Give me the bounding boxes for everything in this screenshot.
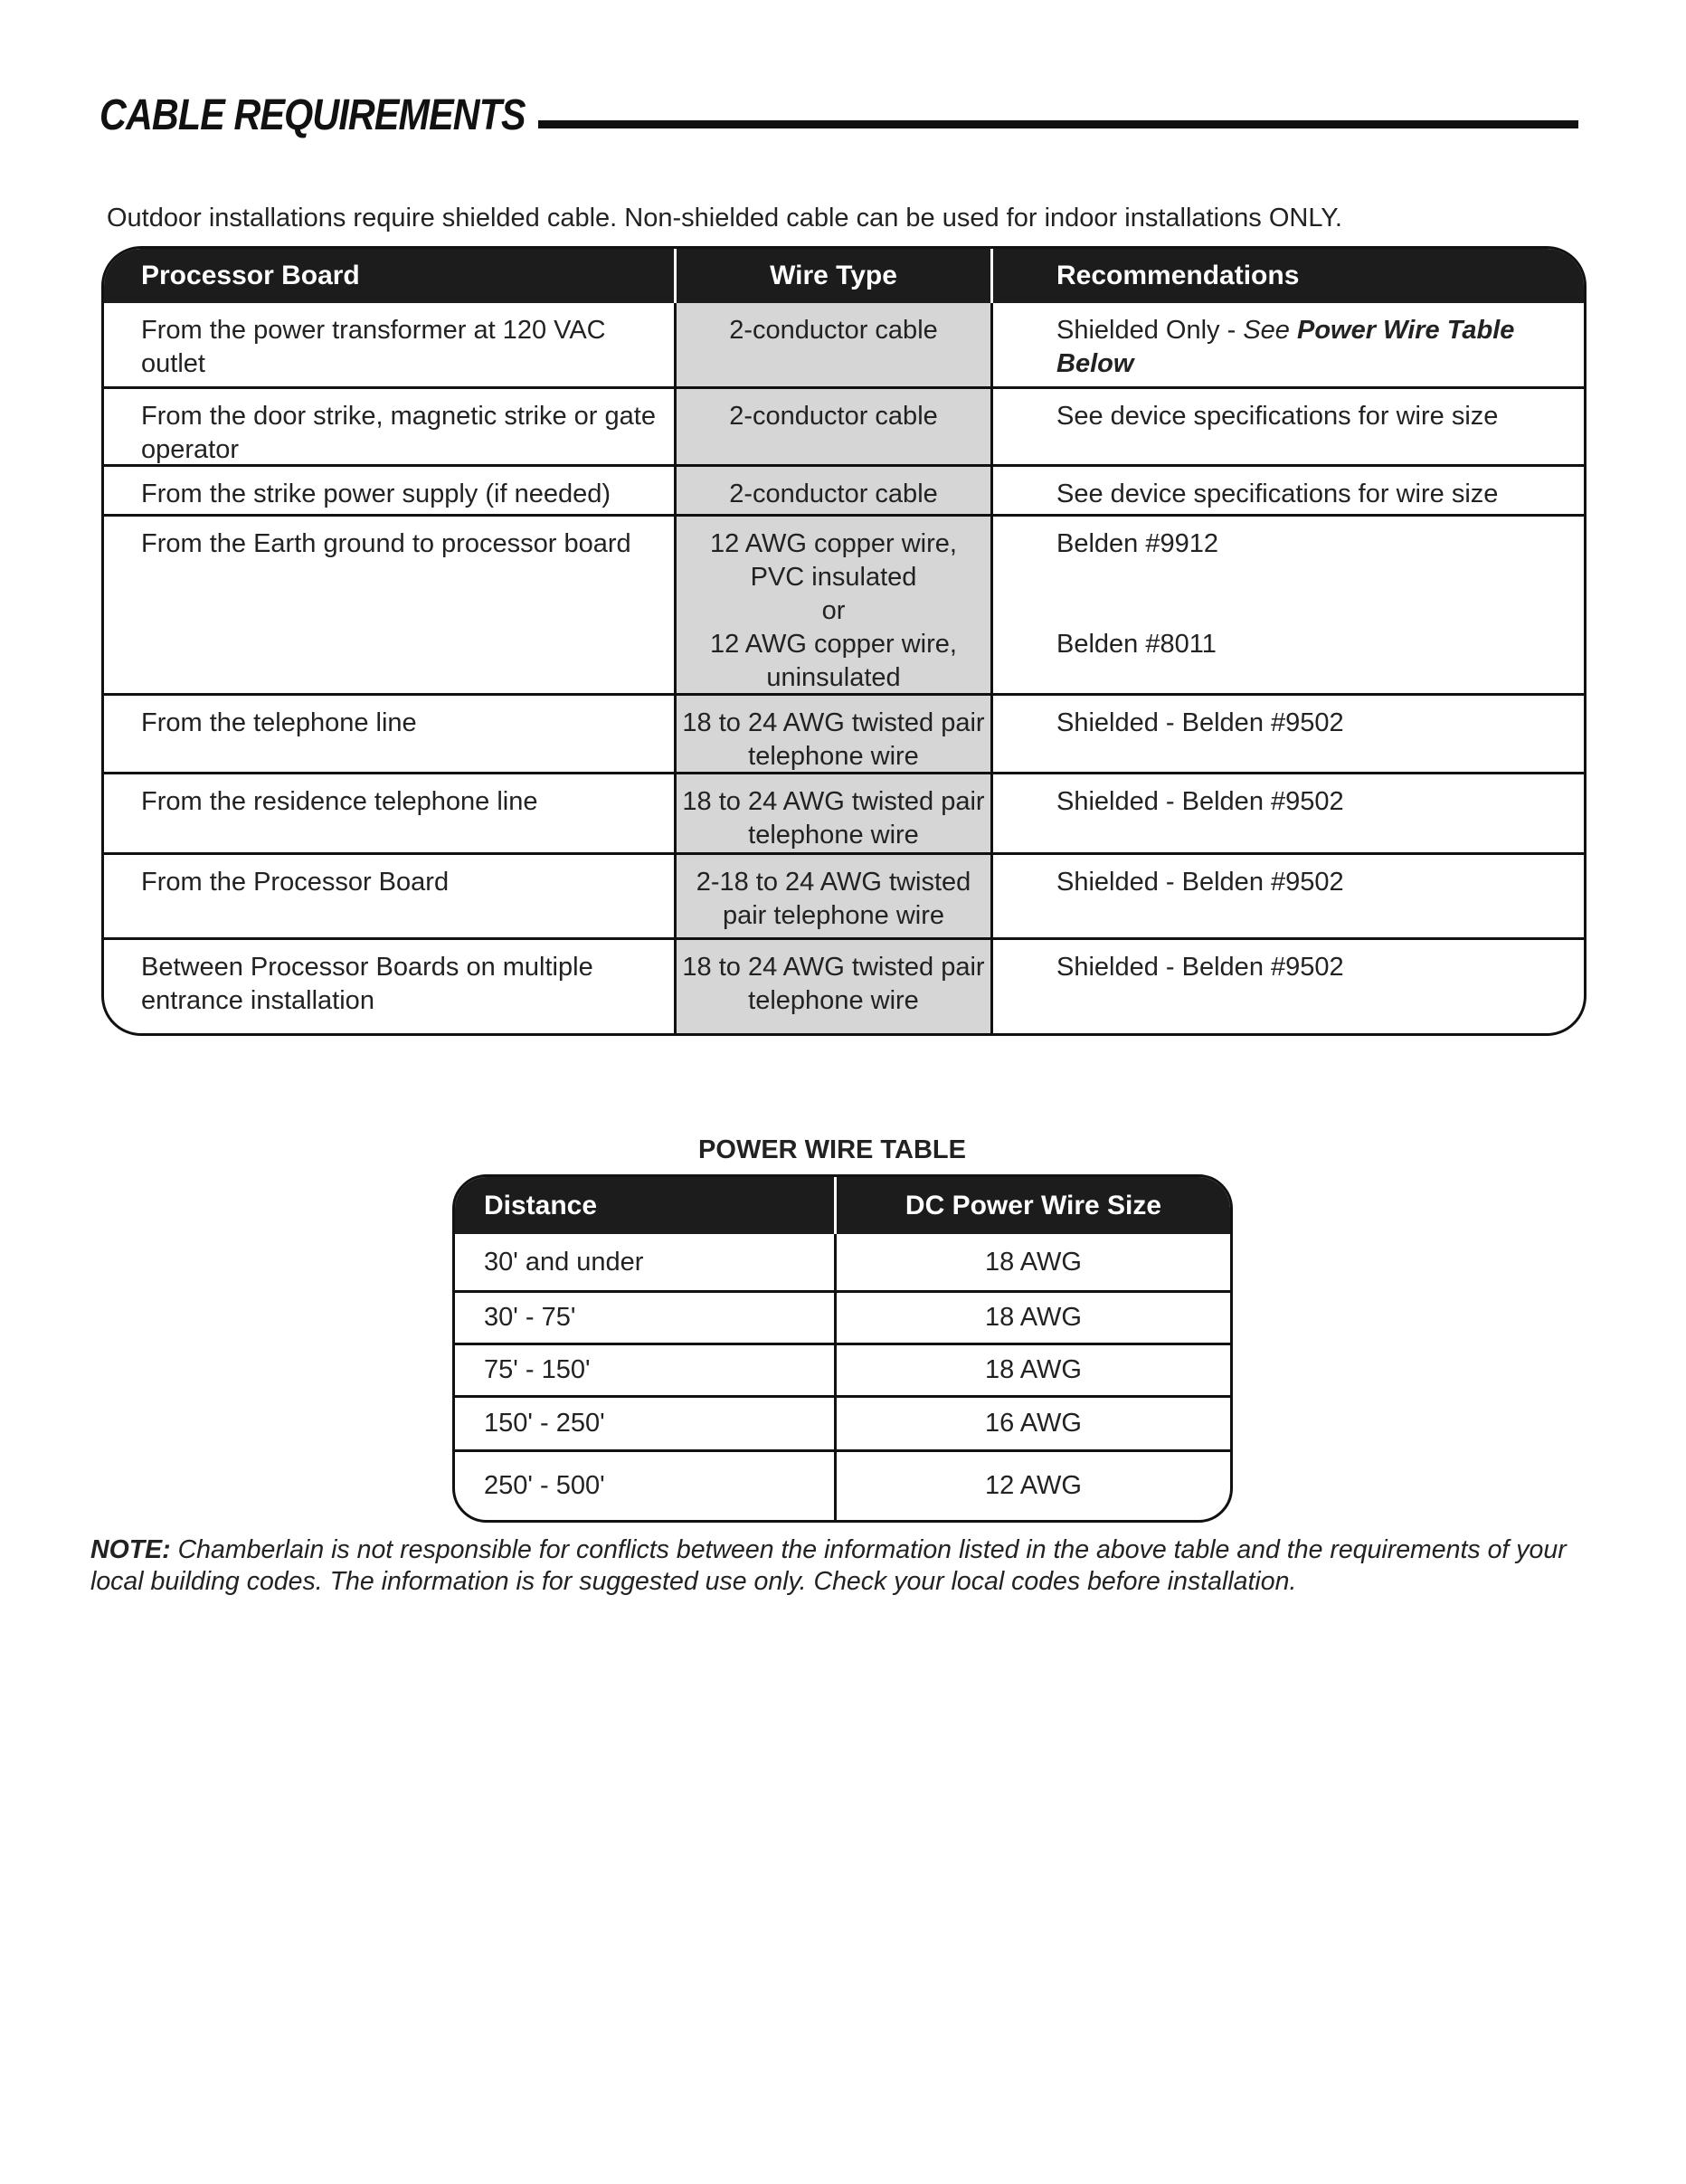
cell-board: From the Earth ground to processor board bbox=[104, 514, 677, 693]
title-rule bbox=[538, 120, 1578, 128]
cell-recommendation: Shielded - Belden #9502 bbox=[993, 693, 1584, 772]
cell-distance: 30' - 75' bbox=[455, 1290, 837, 1343]
cell-recommendation: Shielded - Belden #9502 bbox=[993, 937, 1584, 1033]
rec-option-a: Belden #9912 bbox=[1056, 529, 1218, 558]
wire-option-a: 12 AWG copper wire, PVC insulated bbox=[710, 529, 957, 592]
cell-distance: 150' - 250' bbox=[455, 1395, 837, 1449]
cell-wire-type: 2-conductor cable bbox=[677, 303, 993, 386]
cell-recommendation: See device specifications for wire size bbox=[993, 464, 1584, 514]
cell-wire-size: 12 AWG bbox=[837, 1449, 1230, 1520]
cable-requirements-table bbox=[101, 246, 1587, 1036]
header-recommendations: Recommendations bbox=[993, 249, 1584, 303]
cell-recommendation bbox=[993, 303, 1584, 386]
rec-power-wire-table-ref: Power Wire Table Below bbox=[1056, 316, 1515, 378]
power-wire-table bbox=[452, 1174, 1233, 1523]
cell-board: From the Processor Board bbox=[104, 852, 677, 937]
cell-wire-type bbox=[677, 514, 993, 693]
cell-wire-size: 18 AWG bbox=[837, 1290, 1230, 1343]
rec-see: See bbox=[1243, 316, 1297, 345]
cell-board: From the strike power supply (if needed) bbox=[104, 464, 677, 514]
note-label: NOTE: bbox=[90, 1535, 171, 1564]
header-processor-board: Processor Board bbox=[104, 249, 677, 303]
cell-wire-type: 2-18 to 24 AWG twisted pair telephone wire bbox=[677, 852, 993, 937]
wire-or: or bbox=[821, 596, 846, 625]
cell-wire-type: 2-conductor cable bbox=[677, 464, 993, 514]
cell-board: Between Processor Boards on multiple entrance installation bbox=[104, 937, 677, 1033]
cell-distance: 30' and under bbox=[455, 1234, 837, 1290]
cell-wire-type: 18 to 24 AWG twisted pair telephone wire bbox=[677, 772, 993, 852]
cell-board: From the residence telephone line bbox=[104, 772, 677, 852]
cell-recommendation: Shielded - Belden #9502 bbox=[993, 852, 1584, 937]
cell-wire-size: 16 AWG bbox=[837, 1395, 1230, 1449]
rec-prefix: Shielded Only - bbox=[1056, 316, 1244, 345]
page-title: CABLE REQUIREMENTS bbox=[99, 91, 526, 139]
rec-option-b: Belden #8011 bbox=[1056, 630, 1217, 659]
disclaimer-note bbox=[90, 1534, 1592, 1598]
wire-option-b: 12 AWG copper wire, uninsulated bbox=[710, 630, 957, 692]
note-text: Chamberlain is not responsible for conflicts between the information listed in the above table and the requirements of your local building codes. The information is for suggested use only. Check your local codes before installation. bbox=[90, 1535, 1567, 1596]
cell-distance: 75' - 150' bbox=[455, 1343, 837, 1395]
cell-wire-type: 18 to 24 AWG twisted pair telephone wire bbox=[677, 693, 993, 772]
cell-distance: 250' - 500' bbox=[455, 1449, 837, 1520]
cell-wire-type: 2-conductor cable bbox=[677, 386, 993, 464]
header-wire-type: Wire Type bbox=[677, 249, 993, 303]
cell-board: From the telephone line bbox=[104, 693, 677, 772]
header-dc-power-wire-size: DC Power Wire Size bbox=[837, 1177, 1230, 1234]
cell-recommendation: Shielded - Belden #9502 bbox=[993, 772, 1584, 852]
header-distance: Distance bbox=[455, 1177, 837, 1234]
cell-wire-size: 18 AWG bbox=[837, 1343, 1230, 1395]
intro-text: Outdoor installations require shielded cable. Non-shielded cable can be used for indoor installations ONLY. bbox=[107, 204, 1342, 233]
power-wire-table-caption: POWER WIRE TABLE bbox=[698, 1135, 966, 1164]
cell-recommendation bbox=[993, 514, 1584, 693]
cell-wire-size: 18 AWG bbox=[985, 1247, 1082, 1277]
cell-wire-type: 18 to 24 AWG twisted pair telephone wire bbox=[677, 937, 993, 1033]
cell-board: From the door strike, magnetic strike or gate operator bbox=[104, 386, 677, 464]
cell-recommendation: See device specifications for wire size bbox=[993, 386, 1584, 464]
cell-board: From the power transformer at 120 VAC outlet bbox=[104, 303, 677, 386]
